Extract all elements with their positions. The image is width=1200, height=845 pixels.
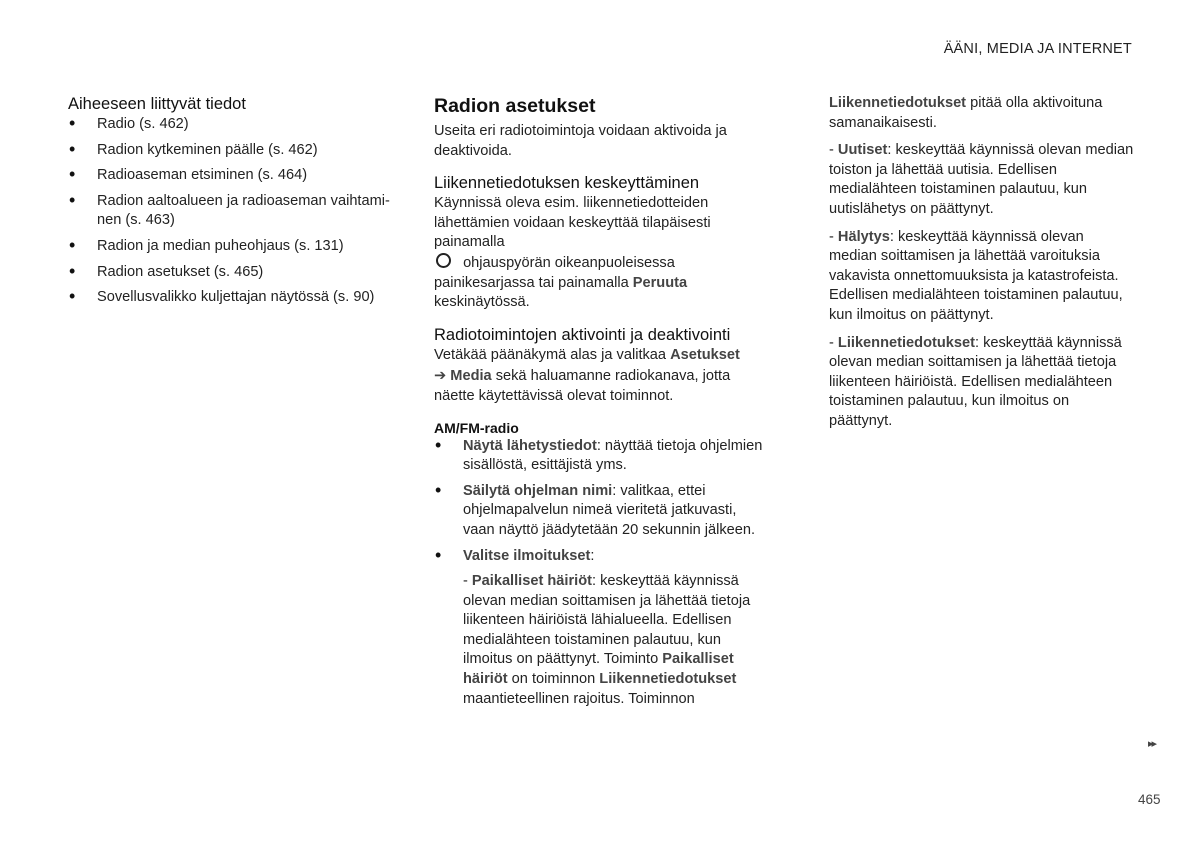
main-column [434,94,764,717]
list-item [434,547,764,567]
section-header: ÄÄNI, MEDIA JA INTERNET [943,41,1132,57]
related-link[interactable]: • Radion asetukset (s. 465) [68,263,398,283]
related-link[interactable]: • Radio (s. 462) [68,115,398,135]
bold-term: Valitse ilmoitukset [463,547,591,564]
text: : keskeyttää käynnissä olevan median soittamisen ja lähettää tietoja liikenteen häiriöistä lähialueella. Edellisen medialähteen toistaminen palautuu, kun ilmoitus on päättynyt. Toiminto [463,573,751,668]
page-title: Radion asetukset [434,95,596,117]
list-item [434,437,764,476]
text: pitää olla aktivoituna samanaikaisesti. [829,95,1103,131]
bold-term: Säilytä ohjelman nimi [463,482,613,499]
bold-term: Näytä lähetystiedot [463,437,597,454]
continuation-column [829,94,1134,440]
text: sekä haluamanne radiokanava, jotta näette käytettävissä olevat toiminnot. [434,368,731,404]
circle-button-icon [436,253,451,268]
text: - [463,573,472,590]
text: Käynnissä oleva esim. liikennetiedotteiden lähettämien voidaan keskeyttää tilapäisesti painamalla [434,195,711,251]
text: maantieteellinen rajoitus. Toiminnon [463,690,695,707]
subsection-heading: AM/FM-radio [434,419,519,436]
text: keskinäytössä. [434,294,530,311]
option-list [434,437,764,567]
bold-term: Asetukset [670,346,740,363]
list-item [434,482,764,541]
paragraph [434,346,764,366]
paragraph [434,572,764,709]
bold-term: Liikennetiedotukset [837,334,975,351]
related-link[interactable]: • Sovellusvalikko kuljettajan näytössä (s. 90) [68,288,398,308]
text: - [829,228,838,245]
continue-arrow-icon: ▸▸ [1148,738,1156,750]
text: Vetäkää päänäkymä alas ja valitkaa [434,346,667,363]
bold-term: Liikennetiedotukset [829,95,967,111]
related-link[interactable]: • Radioaseman etsiminen (s. 464) [68,166,398,186]
text: : keskeyttää käynnissä olevan median soittamisen ja lähettää tietoja liikenteen häiriöistä. Edellisen medialähteen toistaminen palautuu, kun ilmoitus on päättynyt. [829,334,1122,429]
paragraph [829,334,1134,432]
bold-term: Peruuta [632,274,688,291]
text: : näyttää tietoja ohjelmien sisällöstä, esittäjistä yms. [463,437,763,474]
paragraph [434,367,764,406]
bold-term: Hälytys [837,228,890,245]
related-list [68,115,398,308]
paragraph [829,94,1134,133]
bold-term: Uutiset [837,142,888,159]
page-number: 465 [1138,792,1161,807]
section-heading: Liikennetiedotuksen keskeyttäminen [434,174,700,193]
text: - [829,334,838,351]
related-link[interactable]: • Radion kytkeminen päälle (s. 462) [68,141,398,161]
text: ohjauspyörän oikeanpuoleisessa painikesarjassa tai painamalla [434,254,675,291]
bold-term: Paikalliset häiriöt [463,651,734,688]
text: : [590,547,595,564]
related-info-column [68,94,398,314]
text: : keskeyttää käynnissä olevan median toiston ja lähettää uutisia. Edellisen medialähteen toistaminen palautuu, kun uutislähetys on päättynyt. [829,142,1134,217]
paragraph [829,228,1134,326]
related-link[interactable]: • Radion aaltoalueen ja radioaseman vaihtami-nen (s. 463) [68,192,398,231]
text: : keskeyttää käynnissä olevan median soittamisen ja lähettää varoituksia vakavista onnettomuuksista ja katastrofeista. Edellisen medialähteen toistaminen palautuu, kun ilmoitus on päättynyt. [829,228,1123,323]
bold-term: Paikalliset häiriöt [471,573,592,590]
related-link[interactable]: • Radion ja median puheohjaus (s. 131) [68,237,398,257]
bold-term: Liikennetiedotukset [599,671,737,688]
bold-term: Media [450,368,492,385]
text: : valitkaa, ettei ohjelmapalvelun nimeä vieritetä jatkuvasti, vaan näyttö jäädytetään 20 sekunnin jälkeen. [463,482,756,538]
arrow-right-icon: ➔ [434,368,447,385]
text: on toiminnon [511,671,596,688]
paragraph [434,194,764,313]
related-heading: Aiheeseen liittyvät tiedot [68,95,246,113]
intro-text: Useita eri radiotoimintoja voidaan aktivoida ja deaktivoida. [434,123,727,159]
paragraph [829,141,1134,219]
section-heading: Radiotoimintojen aktivointi ja deaktivointi [434,325,731,344]
text: - [829,142,838,159]
